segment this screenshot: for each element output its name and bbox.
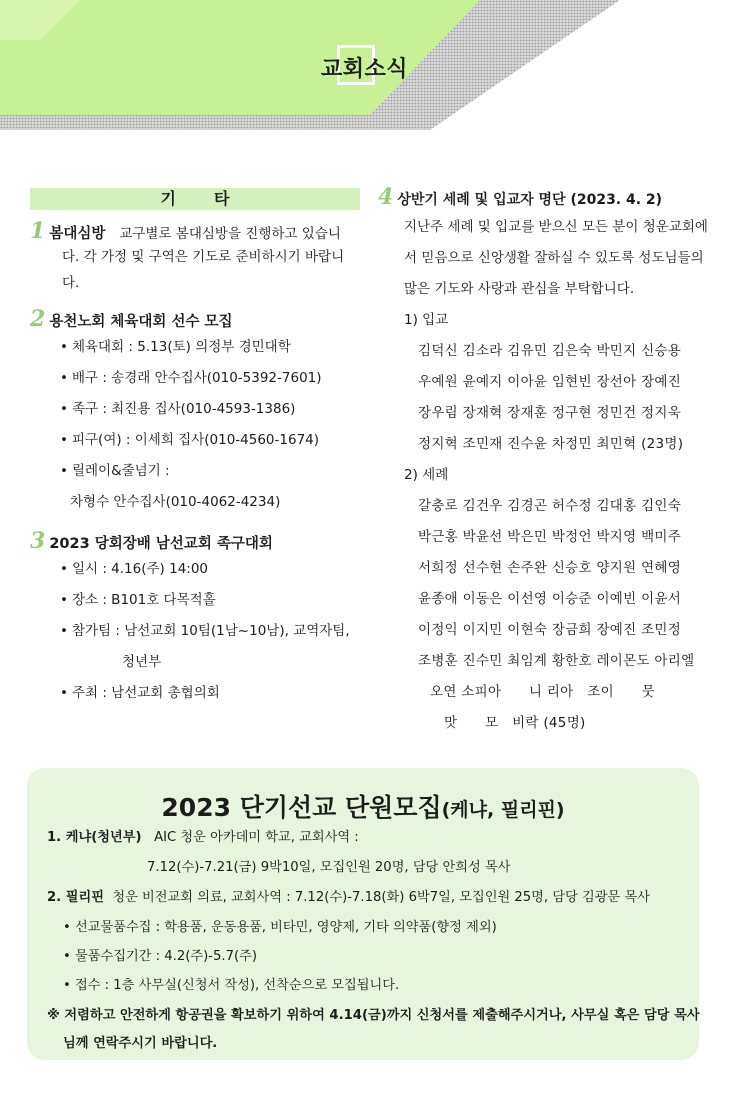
left-column: [30, 188, 360, 709]
mission-recruit-box: [27, 768, 699, 1060]
item-text: 교구별로 봄대심방을 진행하고 있습니: [119, 226, 341, 242]
item-title: 2023 당회장배 남선교회 족구대회: [49, 536, 273, 552]
list-item: • 배구 : 송경래 안수집사(010-5392-7601): [60, 370, 322, 386]
item-title: 봄대심방: [49, 226, 106, 242]
list-item: • 물품수집기간 : 4.2(주)-5.7(주): [63, 949, 258, 964]
name-row: 조병훈 진수민 최임계 황한호 레이몬도 아리엘: [418, 653, 695, 669]
name-row: 장우림 장재혁 장재훈 정구현 정민건 정지욱: [418, 405, 682, 421]
item-title: 상반기 세례 및 입교자 명단 (2023. 4. 2): [397, 192, 663, 208]
list-item-continuation: 차형수 안수집사(010-4062-4234): [70, 494, 281, 510]
intro-line: 많은 기도와 사랑과 관심을 부탁합니다.: [404, 281, 635, 297]
box-title-suffix: (케냐, 필리핀): [441, 799, 565, 821]
item-number: 3: [30, 528, 46, 554]
list-item: • 접수 : 1층 사무실(신청서 작성), 선착순으로 모집됩니다.: [63, 978, 400, 993]
name-row: 정지혁 조민재 진수윤 차정민 최민혁 (23명): [418, 436, 684, 452]
name-row: 우예원 윤예지 이아윤 임현빈 장선아 장예진: [418, 374, 682, 390]
name-row: 오연 소피아 니 리아 조이 뭇: [430, 684, 655, 700]
group-label-confirmation: 1) 입교: [404, 312, 449, 328]
list-item: • 장소 : B101호 다목적홀: [60, 592, 216, 608]
intro-line: 서 믿음으로 신앙생활 잘하실 수 있도록 성도님들의: [404, 250, 704, 266]
intro-line: 지난주 세례 및 입교를 받으신 모든 분이 청운교회에: [404, 219, 708, 235]
page-title: 교회소식: [320, 57, 408, 82]
item-number: 2: [30, 306, 46, 332]
list-item: • 일시 : 4.16(주) 14:00: [60, 561, 209, 577]
name-row: 갈충로 김건우 김경곤 허수정 김대홍 김인숙: [418, 498, 682, 514]
recruit-item-kenya: 1. 케냐(청년부) AIC 청운 아카데미 학교, 교회사역 :: [47, 830, 359, 845]
group-label-baptism: 2) 세례: [404, 467, 449, 483]
item-3-heading: [30, 528, 360, 554]
item-text: 다. 각 가정 및 구역은 기도로 준비하시기 바랍니다.: [62, 249, 345, 291]
name-row: 서희정 선수현 손주완 신승호 양지원 연혜영: [418, 560, 682, 576]
list-item: • 피구(여) : 이세희 집사(010-4560-1674): [60, 432, 320, 448]
item-title: 용천노회 체육대회 선수 모집: [49, 314, 233, 330]
notice-line: 님께 연락주시기 바랍니다.: [63, 1036, 218, 1051]
list-item: • 참가팀 : 남선교회 10팀(1남~10남), 교역자팀,: [60, 623, 350, 639]
section-title-etc: 기타: [30, 188, 360, 210]
list-item: • 선교물품수집 : 학용품, 운동용품, 비타민, 영양제, 기타 의약품(향정 제외): [63, 920, 497, 935]
list-item: • 주최 : 남선교회 총협의회: [60, 685, 220, 701]
recruit-item-kenya-detail: 7.12(수)-7.21(금) 9박10일, 모집인원 20명, 담당 안희성 목사: [147, 860, 511, 875]
list-item: • 체육대회 : 5.13(토) 의정부 경민대학: [60, 339, 291, 355]
item-number: 1: [30, 218, 46, 244]
name-row: 김덕신 김소라 김유민 김은숙 박민지 신승용: [418, 343, 682, 359]
right-column: [378, 184, 708, 739]
item-number: 4: [378, 184, 394, 210]
box-title: 2023 단기선교 단원모집(케냐, 필리핀): [161, 793, 565, 822]
list-item: • 족구 : 최진용 집사(010-4593-1386): [60, 401, 296, 417]
name-row: 윤종애 이동은 이선영 이승준 이예빈 이윤서: [418, 591, 682, 607]
notice-line: ※ 저렴하고 안전하게 항공권을 확보하기 위하여 4.14(금)까지 신청서를 제출해주시거나, 사무실 혹은 담당 목사: [47, 1008, 700, 1023]
item-1-heading: [30, 218, 360, 244]
name-row: 맛 모 비락 (45명): [444, 715, 586, 731]
item-4-heading: [378, 184, 708, 210]
name-row: 이정익 이지민 이현숙 장금희 장예진 조민정: [418, 622, 682, 638]
item-2-heading: [30, 306, 360, 332]
recruit-item-philippines: 2. 필리핀 청운 비전교회 의료, 교회사역 : 7.12(수)-7.18(화) 6박7일, 모집인원 25명, 담당 김광문 목사: [47, 890, 650, 905]
list-item: • 릴레이&줄넘기 :: [60, 463, 170, 479]
name-row: 박근홍 박윤선 박은민 박정언 박지영 백미주: [418, 529, 682, 545]
list-item-continuation: 청년부: [122, 654, 162, 670]
